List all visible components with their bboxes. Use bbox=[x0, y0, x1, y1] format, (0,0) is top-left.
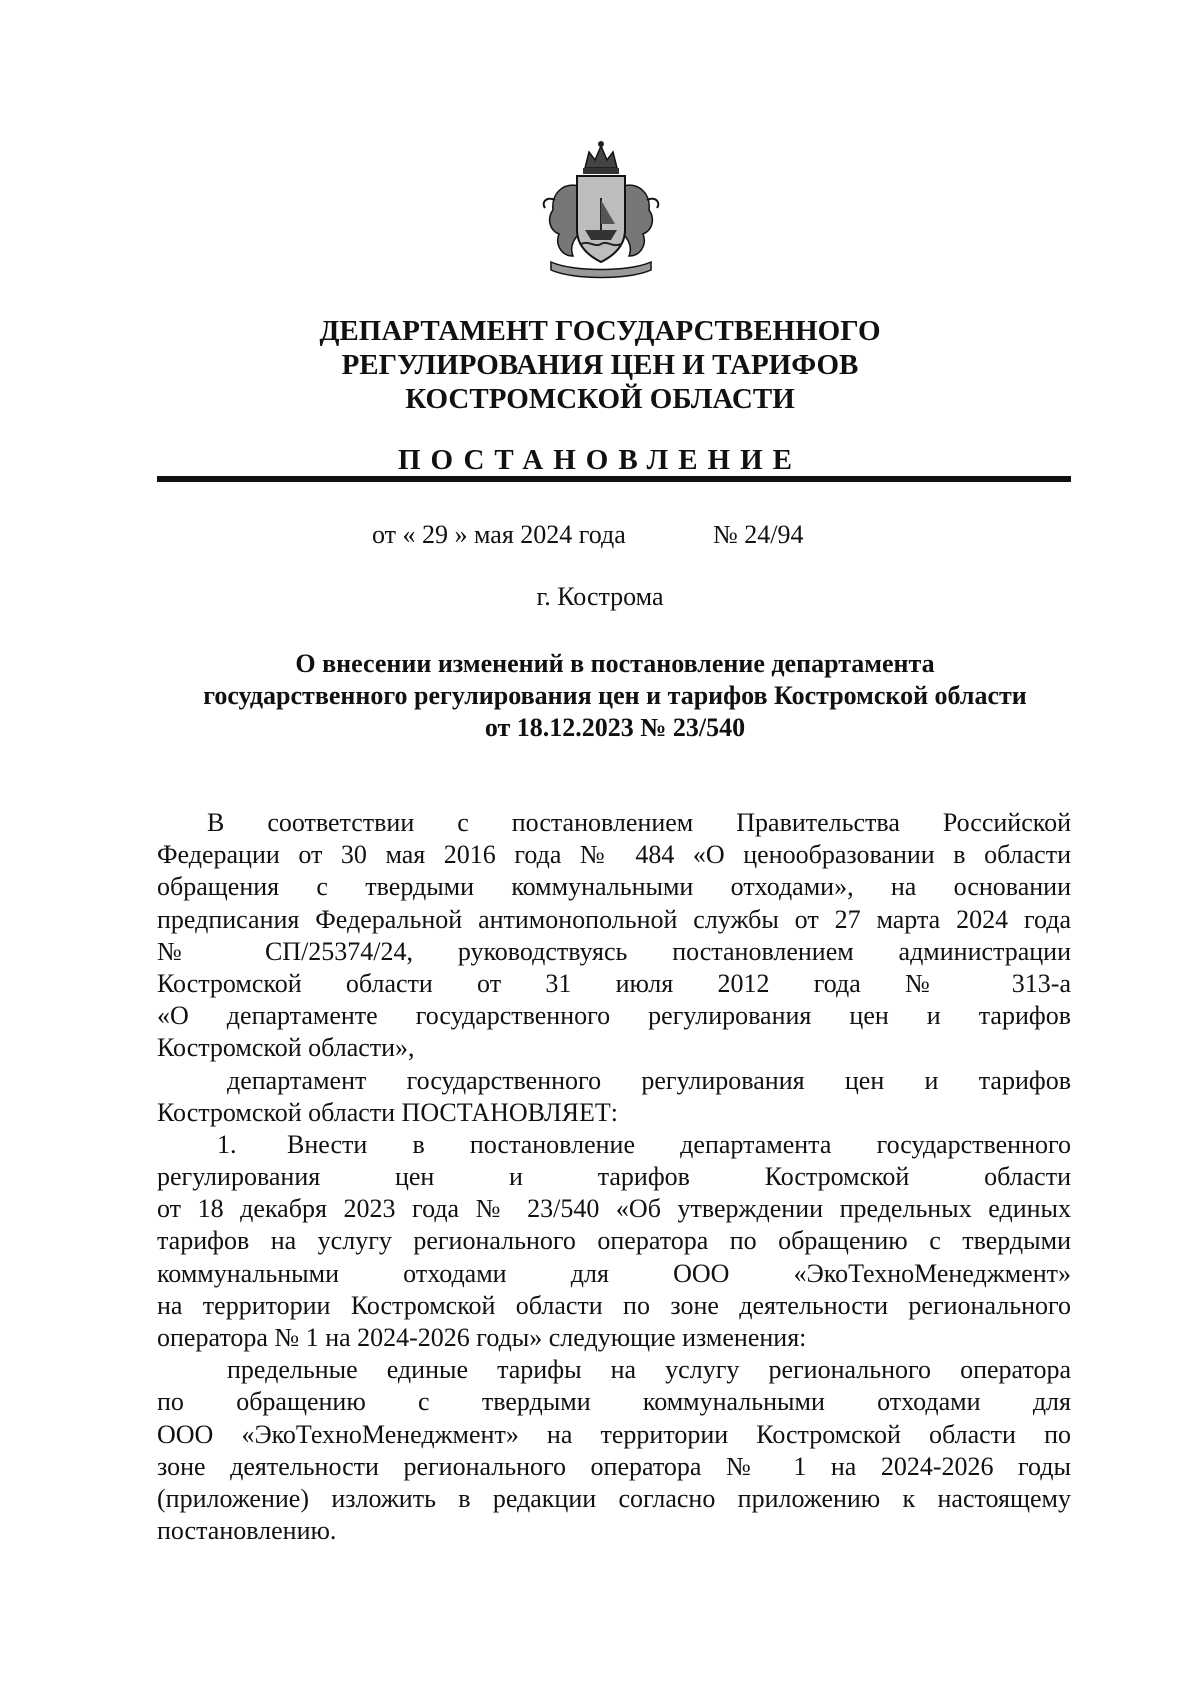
item-1-line: от 18 декабря 2023 года № 23/540 «Об утверждении предельных единых bbox=[157, 1194, 1071, 1224]
preamble-line: № СП/25374/24, руководствуясь постановлением администрации bbox=[157, 936, 1071, 966]
item-1-line: коммунальными отходами для ООО «ЭкоТехноМенеджмент» bbox=[157, 1258, 1071, 1288]
document-body bbox=[157, 807, 1071, 1547]
org-title-line-3: КОСТРОМСКОЙ ОБЛАСТИ bbox=[405, 383, 795, 415]
org-title-line-1: ДЕПАРТАМЕНТ ГОСУДАРСТВЕННОГО bbox=[319, 315, 881, 347]
subject-line-1: О внесении изменений в постановление департамента bbox=[295, 649, 935, 678]
document-type: ПОСТАНОВЛЕНИЕ bbox=[397, 444, 802, 476]
item-1-detail-line: постановлению. bbox=[157, 1516, 337, 1546]
header-divider bbox=[157, 476, 1071, 482]
item-1-detail-line: (приложение) изложить в редакции согласно приложению к настоящему bbox=[157, 1483, 1071, 1513]
document-city: г. Кострома bbox=[536, 582, 664, 611]
resolves-line: департамент государственного регулирования цен и тарифов bbox=[227, 1065, 1071, 1095]
item-1-number: 1. bbox=[217, 1129, 237, 1159]
item-1-detail-line: зоне деятельности регионального оператора № 1 на 2024-2026 годы bbox=[157, 1451, 1071, 1481]
preamble-line: предписания Федеральной антимонопольной службы от 27 марта 2024 года bbox=[157, 904, 1071, 934]
item-1-line: Внести в постановление департамента государственного bbox=[287, 1129, 1071, 1159]
preamble-line: Костромской области от 31 июля 2012 года № 313-а bbox=[157, 968, 1071, 998]
item-1-first-line bbox=[157, 1129, 1071, 1161]
preamble-line: обращения с твердыми коммунальными отходами», на основании bbox=[157, 872, 1071, 902]
preamble-line: Федерации от 30 мая 2016 года № 484 «О ценообразовании в области bbox=[157, 840, 1071, 870]
preamble-line: «О департаменте государственного регулирования цен и тарифов bbox=[157, 1001, 1071, 1031]
item-1-detail-line: ООО «ЭкоТехноМенеджмент» на территории Костромской области по bbox=[157, 1419, 1071, 1449]
preamble-line: В соответствии с постановлением Правительства Российской bbox=[207, 808, 1071, 837]
document-date: от « 29 » мая 2024 года bbox=[372, 520, 626, 549]
item-1-detail-line: предельные единые тарифы на услугу регионального оператора bbox=[227, 1355, 1071, 1385]
resolves-line: Костромской области ПОСТАНОВЛЯЕТ: bbox=[157, 1097, 618, 1127]
item-1-line: оператора № 1 на 2024-2026 годы» следующие изменения: bbox=[157, 1323, 807, 1352]
subject-line-3: от 18.12.2023 № 23/540 bbox=[484, 713, 746, 742]
subject-line-2: государственного регулирования цен и тарифов Костромской области bbox=[203, 681, 1027, 710]
coat-of-arms-icon bbox=[533, 138, 669, 284]
item-1-detail-line: по обращению с твердыми коммунальными отходами для bbox=[157, 1387, 1071, 1417]
item-1-line: на территории Костромской области по зоне деятельности регионального bbox=[157, 1290, 1071, 1320]
org-title-line-2: РЕГУЛИРОВАНИЯ ЦЕН И ТАРИФОВ bbox=[341, 349, 859, 381]
item-1-line: тарифов на услугу регионального оператора по обращению с твердыми bbox=[157, 1226, 1071, 1256]
preamble-line: Костромской области», bbox=[157, 1033, 415, 1063]
item-1-line: регулирования цен и тарифов Костромской области bbox=[157, 1162, 1071, 1192]
document-number: № 24/94 bbox=[713, 520, 804, 549]
